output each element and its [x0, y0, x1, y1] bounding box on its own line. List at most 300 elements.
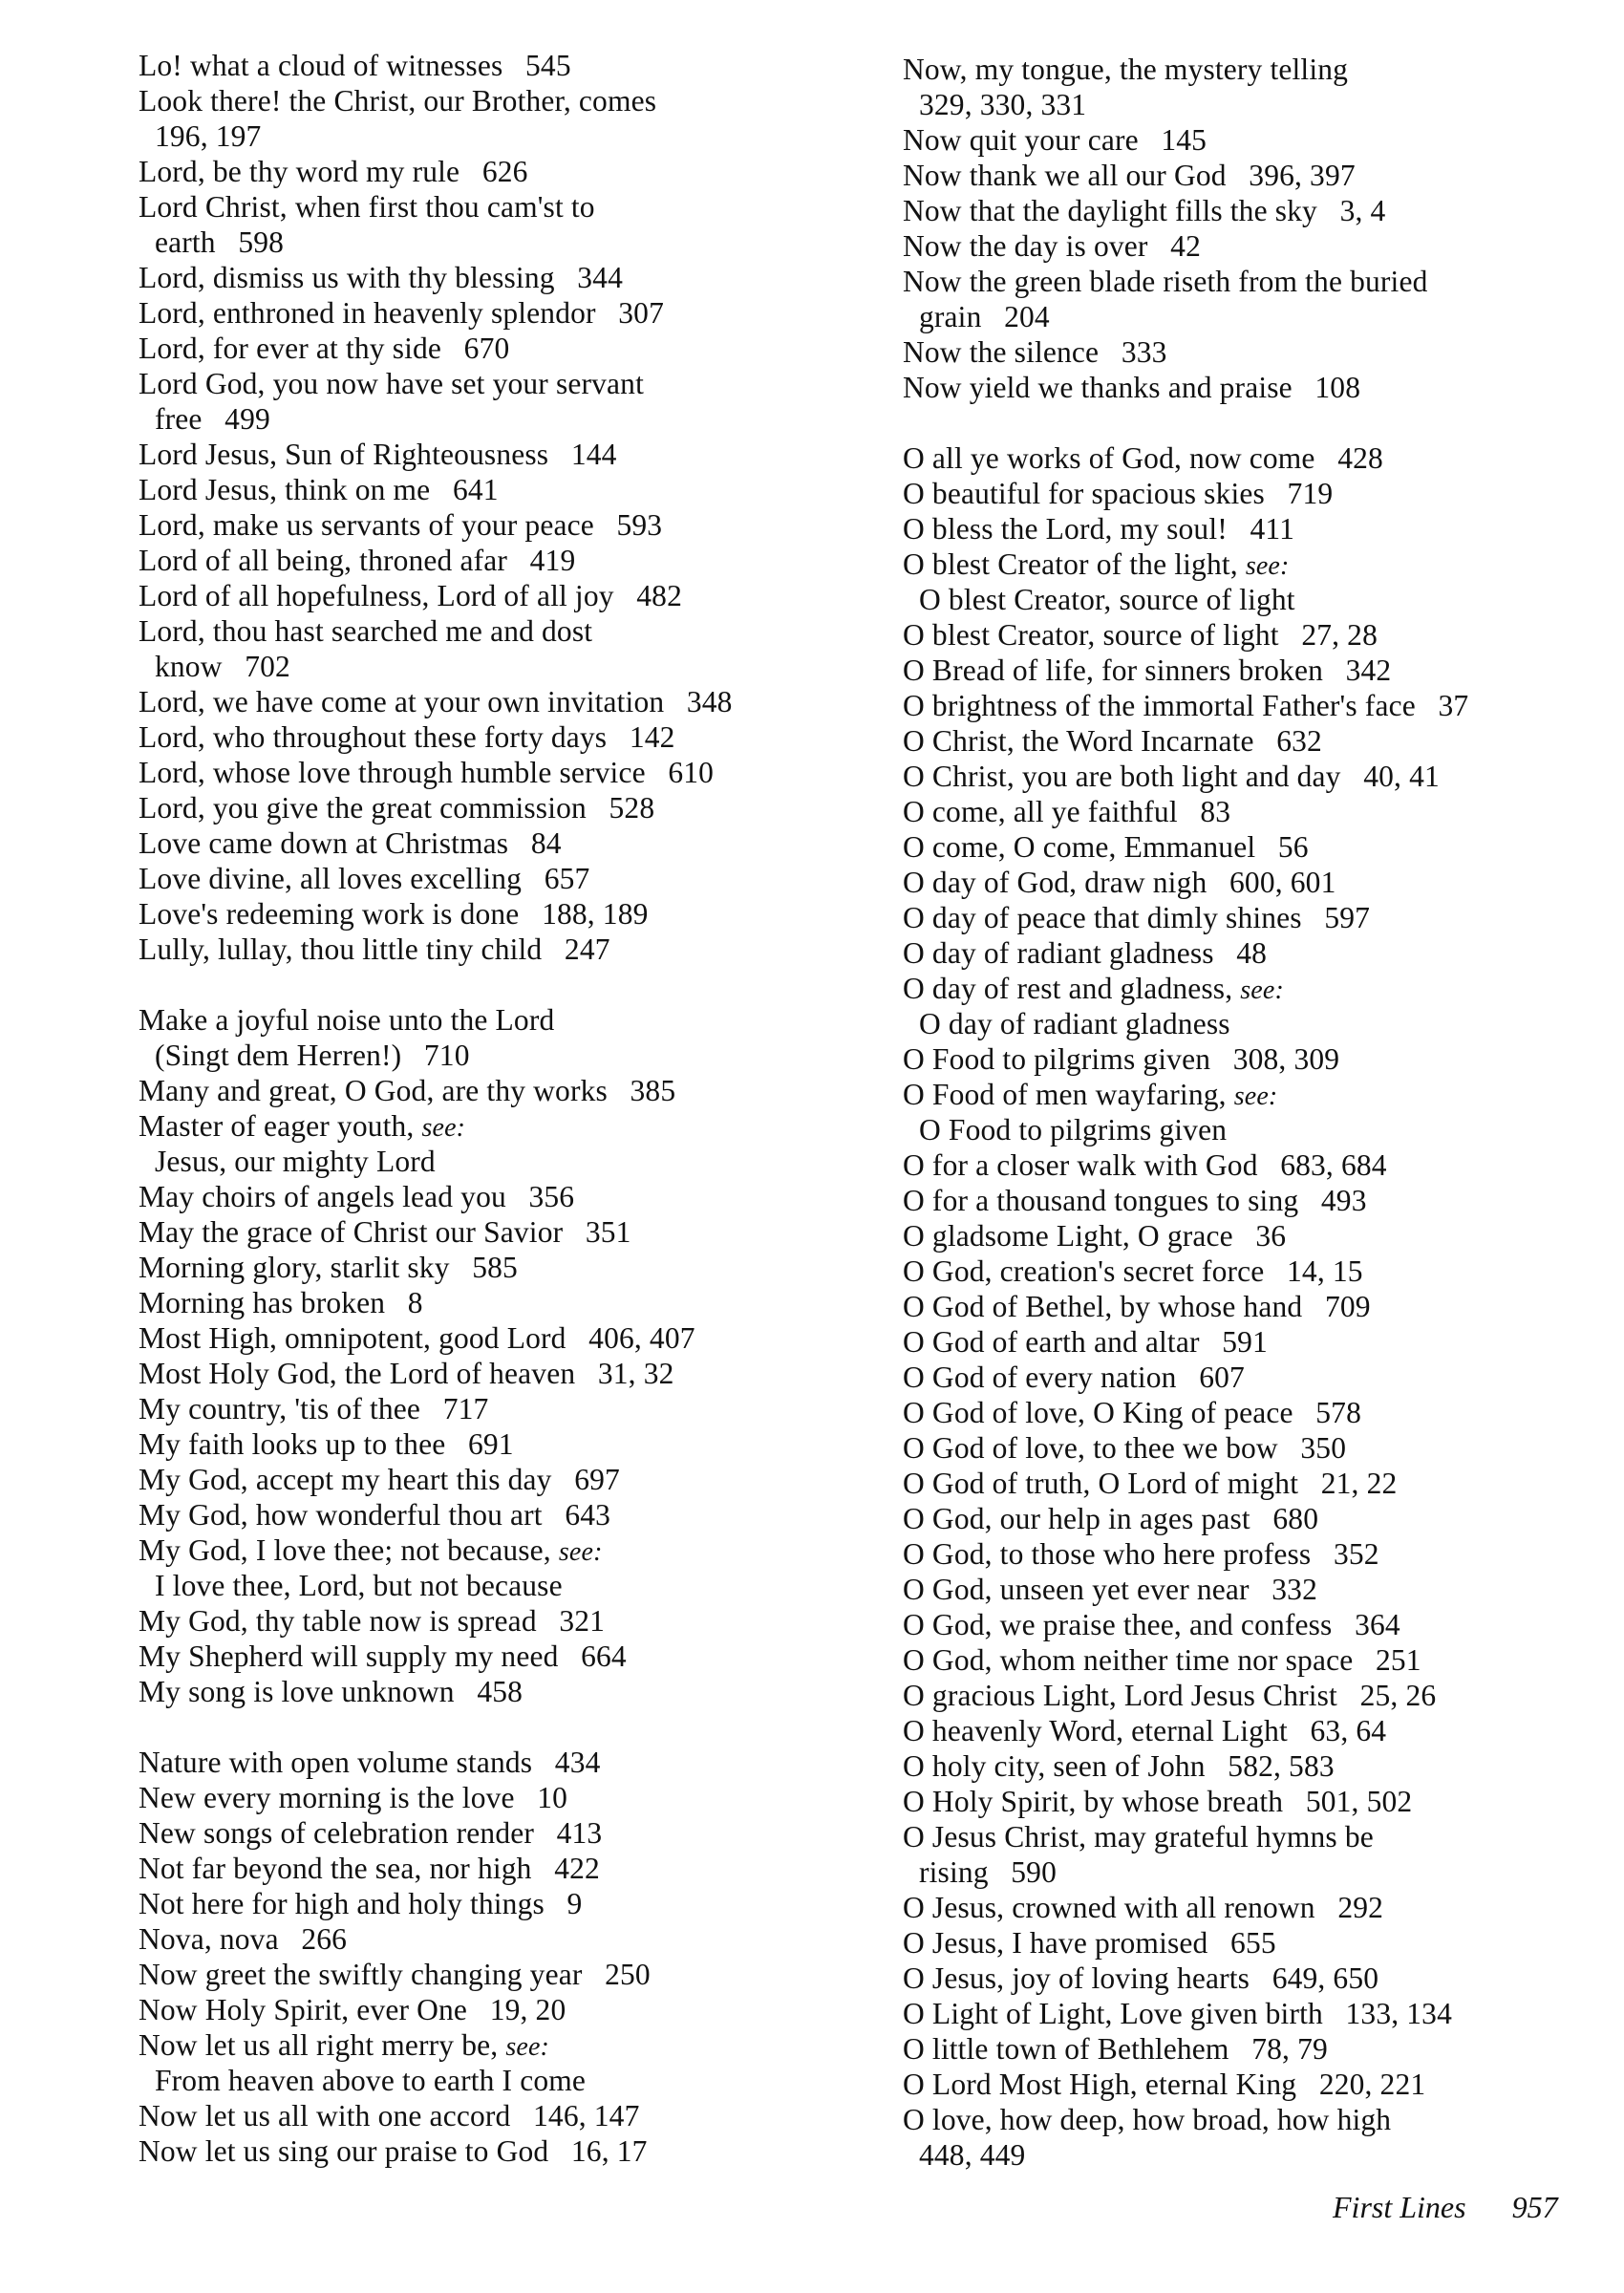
index-entry	[903, 794, 1624, 829]
index-entry	[139, 1285, 884, 1320]
first-line-text: Not far beyond the sea, nor high	[139, 1852, 532, 1885]
hymn-number: 247	[564, 932, 610, 966]
section-gap	[903, 405, 1624, 440]
hymn-number: 196, 197	[155, 119, 262, 153]
first-line-text: My Shepherd will supply my need	[139, 1639, 559, 1673]
first-line-text: O day of peace that dimly shines	[903, 901, 1302, 934]
first-line-text: Lord, thou hast searched me and dost	[139, 614, 593, 648]
index-entry	[903, 228, 1624, 264]
first-line-text: Now, my tongue, the mystery telling	[903, 53, 1349, 86]
hymn-number: 649, 650	[1271, 1961, 1379, 1995]
first-line-text: Now let us sing our praise to God	[139, 2134, 549, 2168]
index-entry	[903, 2067, 1624, 2102]
index-entry-continuation	[903, 2137, 1624, 2173]
hymn-number: 333	[1121, 335, 1167, 369]
hymn-number: 422	[554, 1852, 600, 1885]
first-line-text: O Holy Spirit, by whose breath	[903, 1785, 1284, 1818]
first-line-text: My God, how wonderful thou art	[139, 1498, 543, 1532]
hymn-number: 78, 79	[1251, 2032, 1328, 2066]
first-line-text: O brightness of the immortal Father's face	[903, 689, 1416, 722]
first-line-text: May choirs of angels lead you	[139, 1180, 506, 1213]
first-line-text: Morning has broken	[139, 1286, 386, 1319]
index-entry	[903, 1678, 1624, 1713]
index-entry	[139, 1497, 884, 1532]
index-entry	[139, 472, 884, 507]
index-entry	[903, 1324, 1624, 1360]
hymn-number: 590	[1011, 1855, 1057, 1889]
hymn-number: 626	[481, 155, 528, 188]
index-entry	[139, 1851, 884, 1886]
index-entry	[139, 437, 884, 472]
hymn-number: 582, 583	[1228, 1749, 1335, 1783]
first-line-text: Lord God, you now have set your servant	[139, 367, 644, 400]
hymn-number: 501, 502	[1305, 1785, 1413, 1818]
first-line-text: Now let us all with one accord	[139, 2099, 511, 2132]
hymn-number: 250	[605, 1958, 651, 1991]
first-line-text: Lord, be thy word my rule	[139, 155, 460, 188]
first-line-text: O God of earth and altar	[903, 1325, 1200, 1359]
hymn-number: 710	[423, 1039, 470, 1072]
first-line-text: O blest Creator of the light,	[903, 547, 1238, 581]
hymn-number: 697	[574, 1463, 620, 1496]
index-entry-continuation	[139, 225, 884, 260]
index-entry	[903, 1961, 1624, 1996]
first-line-text: Love's redeeming work is done	[139, 897, 520, 931]
hymn-number: 419	[529, 544, 576, 577]
index-entry-continuation	[903, 87, 1624, 122]
hymn-number: 719	[1287, 477, 1334, 510]
section-title: First Lines	[1333, 2190, 1466, 2224]
index-entry-continuation	[903, 1006, 1624, 1041]
index-entry-continuation	[903, 1112, 1624, 1147]
hymn-number: 84	[530, 826, 562, 860]
first-line-text: My country, 'tis of thee	[139, 1392, 421, 1425]
first-line-text: O Christ, the Word Incarnate	[903, 724, 1254, 758]
index-entry	[139, 1603, 884, 1639]
index-entry	[139, 1957, 884, 1992]
index-entry	[903, 1784, 1624, 1819]
index-entry	[903, 1572, 1624, 1607]
hymn-number: 643	[565, 1498, 611, 1532]
index-entry	[139, 1320, 884, 1356]
index-entry	[903, 1607, 1624, 1642]
index-entry	[139, 366, 884, 401]
index-entry-continuation	[139, 401, 884, 437]
first-line-text: O God of love, to thee we bow	[903, 1431, 1278, 1465]
hymn-number: 717	[442, 1392, 489, 1425]
index-entry	[903, 193, 1624, 228]
first-line-text: Love came down at Christmas	[139, 826, 509, 860]
hymn-number: 14, 15	[1287, 1254, 1363, 1288]
first-line-text: O beautiful for spacious skies	[903, 477, 1265, 510]
first-line-text: Lully, lullay, thou little tiny child	[139, 932, 543, 966]
hymn-number: 655	[1230, 1926, 1276, 1960]
hymn-number: 352	[1333, 1537, 1379, 1571]
first-line-text: O come, all ye faithful	[903, 795, 1178, 828]
first-line-text: O God of every nation	[903, 1361, 1177, 1394]
first-line-text: Love divine, all loves excelling	[139, 862, 523, 895]
first-line-text: Many and great, O God, are thy works	[139, 1074, 608, 1107]
first-line-text: Lord Jesus, Sun of Righteousness	[139, 438, 549, 471]
hymn-number: 411	[1250, 512, 1295, 546]
hymn-number: 8	[407, 1286, 423, 1319]
index-entry	[139, 1073, 884, 1108]
hymn-number: 108	[1314, 371, 1361, 404]
first-line-text: Now thank we all our God	[903, 159, 1227, 192]
index-entry	[903, 1077, 1624, 1112]
hymn-number: 578	[1315, 1396, 1361, 1429]
index-entry	[139, 578, 884, 613]
hymn-number: 266	[301, 1922, 348, 1956]
index-entry	[903, 440, 1624, 476]
hymn-number: 482	[636, 579, 682, 612]
first-line-text: Now let us all right merry be,	[139, 2028, 499, 2062]
first-line-text: O day of radiant gladness	[903, 936, 1214, 970]
hymn-number: 251	[1375, 1643, 1421, 1677]
index-entry	[903, 1536, 1624, 1572]
index-entry	[139, 1815, 884, 1851]
first-line-text: free	[155, 402, 203, 436]
hymn-number: 40, 41	[1363, 760, 1440, 793]
hymn-number: 670	[463, 332, 510, 365]
first-line-text: From heaven above to earth I come	[155, 2064, 587, 2097]
hymn-number: 591	[1222, 1325, 1268, 1359]
hymn-number: 204	[1004, 300, 1050, 333]
index-entry	[139, 755, 884, 790]
index-entry	[903, 2102, 1624, 2137]
hymn-number: 21, 22	[1320, 1467, 1398, 1500]
first-line-text: O Jesus Christ, may grateful hymns be	[903, 1820, 1374, 1854]
index-entry	[903, 1996, 1624, 2031]
hymn-number: 683, 684	[1280, 1148, 1387, 1182]
hymn-number: 413	[556, 1816, 603, 1850]
first-line-text: Most High, omnipotent, good Lord	[139, 1321, 566, 1355]
see-reference-label: see:	[558, 1537, 603, 1567]
hymn-number: 220, 221	[1318, 2068, 1426, 2101]
index-entry	[139, 1108, 884, 1144]
index-entry	[903, 759, 1624, 794]
index-entry-continuation	[139, 2063, 884, 2098]
index-entry	[139, 896, 884, 932]
see-reference-label: see:	[1233, 1082, 1278, 1111]
first-line-text: O God of love, O King of peace	[903, 1396, 1293, 1429]
first-line-text: O Jesus, I have promised	[903, 1926, 1208, 1960]
first-line-text: Make a joyful noise unto the Lord	[139, 1003, 555, 1037]
hymn-number: 321	[559, 1604, 606, 1638]
index-entry	[139, 1462, 884, 1497]
first-line-text: Lord, we have come at your own invitation	[139, 685, 665, 718]
index-entry	[139, 1921, 884, 1957]
hymn-number: 344	[577, 261, 623, 294]
index-entry	[139, 1002, 884, 1038]
index-entry	[903, 1430, 1624, 1466]
first-line-text: O Food to pilgrims given	[919, 1113, 1228, 1146]
index-entry	[139, 331, 884, 366]
hymn-number: 145	[1161, 123, 1207, 157]
index-entry	[903, 1254, 1624, 1289]
index-entry	[139, 1992, 884, 2027]
index-entry	[139, 1179, 884, 1214]
hymn-number: 142	[629, 720, 675, 754]
index-entry	[903, 971, 1624, 1006]
first-line-text: Look there! the Christ, our Brother, comes	[139, 84, 657, 118]
index-entry-continuation	[139, 649, 884, 684]
index-entry	[139, 684, 884, 719]
index-entry	[903, 900, 1624, 935]
hymn-number: 19, 20	[489, 1993, 566, 2026]
first-line-text: Master of eager youth,	[139, 1109, 415, 1143]
hymn-number: 607	[1199, 1361, 1245, 1394]
first-line-text: Now quit your care	[903, 123, 1139, 157]
section-gap	[139, 967, 884, 1002]
index-entry-continuation	[903, 1854, 1624, 1890]
first-line-text: Lord, enthroned in heavenly splendor	[139, 296, 596, 330]
first-line-text: My God, accept my heart this day	[139, 1463, 552, 1496]
index-entry	[139, 719, 884, 755]
first-line-text: O Jesus, joy of loving hearts	[903, 1961, 1250, 1995]
first-line-text: O God, our help in ages past	[903, 1502, 1250, 1535]
index-entry	[903, 688, 1624, 723]
first-line-text: Now greet the swiftly changing year	[139, 1958, 583, 1991]
index-entry	[139, 83, 884, 118]
first-line-text: O Light of Light, Love given birth	[903, 1997, 1323, 2030]
page-footer	[1333, 2190, 1558, 2225]
hymn-number: 10	[537, 1781, 568, 1814]
hymn-number: 702	[245, 650, 290, 683]
hymn-number: 364	[1355, 1608, 1400, 1641]
first-line-text: O Jesus, crowned with all renown	[903, 1891, 1315, 1924]
first-line-text: Morning glory, starlit sky	[139, 1251, 450, 1284]
see-reference-label: see:	[421, 1113, 466, 1143]
first-line-text: Now yield we thanks and praise	[903, 371, 1293, 404]
first-line-text: My song is love unknown	[139, 1675, 455, 1708]
first-line-text: O God of Bethel, by whose hand	[903, 1290, 1303, 1323]
hymn-number: 680	[1272, 1502, 1319, 1535]
first-line-text: Now that the daylight fills the sky	[903, 194, 1317, 227]
section-gap	[139, 1709, 884, 1745]
index-entry	[903, 122, 1624, 158]
index-entry	[139, 1356, 884, 1391]
index-entry	[903, 1183, 1624, 1218]
first-line-text: O gladsome Light, O grace	[903, 1219, 1233, 1253]
first-line-text: Not here for high and holy things	[139, 1887, 545, 1920]
first-line-text: May the grace of Christ our Savior	[139, 1215, 564, 1249]
index-entry	[903, 158, 1624, 193]
index-entry	[139, 2098, 884, 2133]
index-entry	[139, 1674, 884, 1709]
hymn-number: 396, 397	[1249, 159, 1356, 192]
index-entry	[139, 613, 884, 649]
index-entry	[903, 653, 1624, 688]
hymn-number: 499	[224, 402, 270, 436]
first-line-text: Nature with open volume stands	[139, 1746, 533, 1779]
index-entry	[903, 546, 1624, 582]
index-entry	[139, 543, 884, 578]
hymn-number: 428	[1337, 441, 1383, 475]
index-entry	[139, 790, 884, 825]
index-entry	[139, 1250, 884, 1285]
first-line-text: Lord, for ever at thy side	[139, 332, 442, 365]
index-entry	[903, 334, 1624, 370]
first-line-text: O all ye works of God, now come	[903, 441, 1315, 475]
index-entry	[903, 1642, 1624, 1678]
hymn-number: 332	[1271, 1573, 1317, 1606]
index-entry	[139, 861, 884, 896]
hymn-number: 593	[616, 508, 663, 542]
first-line-text: O God, whom neither time nor space	[903, 1643, 1354, 1677]
first-line-text: Most Holy God, the Lord of heaven	[139, 1357, 576, 1390]
index-entry	[139, 2027, 884, 2063]
index-entry	[903, 370, 1624, 405]
first-line-text: Now the day is over	[903, 229, 1148, 263]
index-entry-continuation	[139, 1568, 884, 1603]
hymn-number: 657	[544, 862, 590, 895]
index-entry	[139, 932, 884, 967]
hymn-number: 632	[1276, 724, 1322, 758]
hymn-number: 493	[1320, 1184, 1367, 1217]
first-line-text: O God, unseen yet ever near	[903, 1573, 1250, 1606]
index-entry	[903, 1890, 1624, 1925]
hymn-number: 709	[1324, 1290, 1371, 1323]
index-entry	[139, 154, 884, 189]
first-line-text: Lo! what a cloud of witnesses	[139, 49, 503, 82]
first-line-text: New songs of celebration render	[139, 1816, 534, 1850]
first-line-text: O day of radiant gladness	[919, 1007, 1230, 1040]
index-entry	[139, 260, 884, 295]
hymn-number: 16, 17	[570, 2134, 648, 2168]
first-line-text: My God, I love thee; not because,	[139, 1533, 551, 1567]
index-column-left	[139, 48, 884, 2169]
index-entry	[139, 295, 884, 331]
index-entry	[903, 1466, 1624, 1501]
hymn-number: 610	[668, 756, 715, 789]
index-entry-continuation	[903, 582, 1624, 617]
index-entry	[139, 1214, 884, 1250]
index-entry	[903, 1041, 1624, 1077]
hymn-number: 3, 4	[1339, 194, 1386, 227]
first-line-text: O Lord Most High, eternal King	[903, 2068, 1297, 2101]
first-line-text: Now Holy Spirit, ever One	[139, 1993, 468, 2026]
index-entry	[903, 511, 1624, 546]
hymn-number: 691	[467, 1427, 514, 1461]
first-line-text: O day of rest and gladness,	[903, 972, 1233, 1005]
first-line-text: My God, thy table now is spread	[139, 1604, 537, 1638]
index-entry	[903, 1289, 1624, 1324]
index-entry	[903, 1360, 1624, 1395]
hymn-number: 448, 449	[919, 2138, 1026, 2172]
first-line-text: (Singt dem Herren!)	[155, 1039, 402, 1072]
index-entry	[903, 1218, 1624, 1254]
first-line-text: O come, O come, Emmanuel	[903, 830, 1256, 864]
first-line-text: O for a closer walk with God	[903, 1148, 1258, 1182]
first-line-text: O love, how deep, how broad, how high	[903, 2103, 1392, 2136]
index-entry	[139, 1745, 884, 1780]
hymn-number: 188, 189	[542, 897, 649, 931]
hymn-number: 545	[525, 49, 571, 82]
see-reference-label: see:	[505, 2032, 550, 2062]
first-line-text: O Bread of life, for sinners broken	[903, 654, 1323, 687]
index-entry	[903, 617, 1624, 653]
first-line-text: O Christ, you are both light and day	[903, 760, 1341, 793]
index-entry-continuation	[139, 1144, 884, 1179]
index-entry	[139, 1532, 884, 1568]
index-entry	[903, 723, 1624, 759]
first-line-text: Lord of all hopefulness, Lord of all joy	[139, 579, 614, 612]
first-line-text: Lord, you give the great commission	[139, 791, 587, 825]
first-line-text: Lord of all being, throned afar	[139, 544, 508, 577]
index-entry	[139, 1426, 884, 1462]
index-entry	[903, 264, 1624, 299]
hymn-number: 585	[472, 1251, 518, 1284]
first-line-text: O God, we praise thee, and confess	[903, 1608, 1333, 1641]
first-line-text: O day of God, draw nigh	[903, 866, 1207, 899]
first-line-text: O heavenly Word, eternal Light	[903, 1714, 1288, 1747]
first-line-text: O little town of Bethlehem	[903, 2032, 1229, 2066]
hymn-number: 144	[570, 438, 617, 471]
first-line-text: Lord, make us servants of your peace	[139, 508, 594, 542]
hymn-number: 56	[1277, 830, 1309, 864]
first-line-text: Lord, dismiss us with thy blessing	[139, 261, 555, 294]
hymn-number: 664	[581, 1639, 627, 1673]
first-line-text: Now the silence	[903, 335, 1100, 369]
first-line-text: O holy city, seen of John	[903, 1749, 1206, 1783]
first-line-text: O God, to those who here profess	[903, 1537, 1312, 1571]
index-entry	[903, 935, 1624, 971]
index-entry	[139, 1780, 884, 1815]
index-entry	[903, 2031, 1624, 2067]
first-line-text: I love thee, Lord, but not because	[155, 1569, 563, 1602]
index-column-right	[903, 52, 1624, 2173]
first-line-text: O blest Creator, source of light	[919, 583, 1295, 616]
hymn-number: 31, 32	[597, 1357, 674, 1390]
hymn-number: 292	[1337, 1891, 1384, 1924]
first-line-text: Nova, nova	[139, 1922, 279, 1956]
hymn-number: 598	[238, 225, 285, 259]
first-line-text: Lord, whose love through humble service	[139, 756, 646, 789]
index-entry	[139, 48, 884, 83]
index-entry	[139, 189, 884, 225]
hymn-number: 434	[554, 1746, 601, 1779]
hymn-number: 600, 601	[1229, 866, 1336, 899]
index-entry	[903, 1713, 1624, 1748]
hymn-number: 42	[1170, 229, 1201, 263]
first-line-text: O God, creation's secret force	[903, 1254, 1265, 1288]
index-entry-continuation	[139, 1038, 884, 1073]
hymn-number: 385	[630, 1074, 676, 1107]
index-entry	[139, 1391, 884, 1426]
first-line-text: My faith looks up to thee	[139, 1427, 446, 1461]
index-entry	[139, 1886, 884, 1921]
hymn-number: 83	[1200, 795, 1231, 828]
hymn-number: 458	[477, 1675, 524, 1708]
hymn-number: 406, 407	[588, 1321, 695, 1355]
hymn-number: 356	[528, 1180, 575, 1213]
index-entry-continuation	[903, 299, 1624, 334]
index-entry	[903, 1395, 1624, 1430]
index-entry	[903, 1748, 1624, 1784]
first-line-text: O blest Creator, source of light	[903, 618, 1279, 652]
hymn-number: 308, 309	[1232, 1042, 1340, 1076]
hymn-number: 48	[1236, 936, 1268, 970]
hymn-number: 146, 147	[533, 2099, 640, 2132]
hymn-number: 37	[1438, 689, 1469, 722]
hymn-number: 25, 26	[1359, 1679, 1437, 1712]
first-line-text: rising	[919, 1855, 989, 1889]
first-line-text: Lord, who throughout these forty days	[139, 720, 608, 754]
hymn-number: 350	[1300, 1431, 1347, 1465]
hymn-number: 351	[585, 1215, 631, 1249]
first-line-text: New every morning is the love	[139, 1781, 515, 1814]
